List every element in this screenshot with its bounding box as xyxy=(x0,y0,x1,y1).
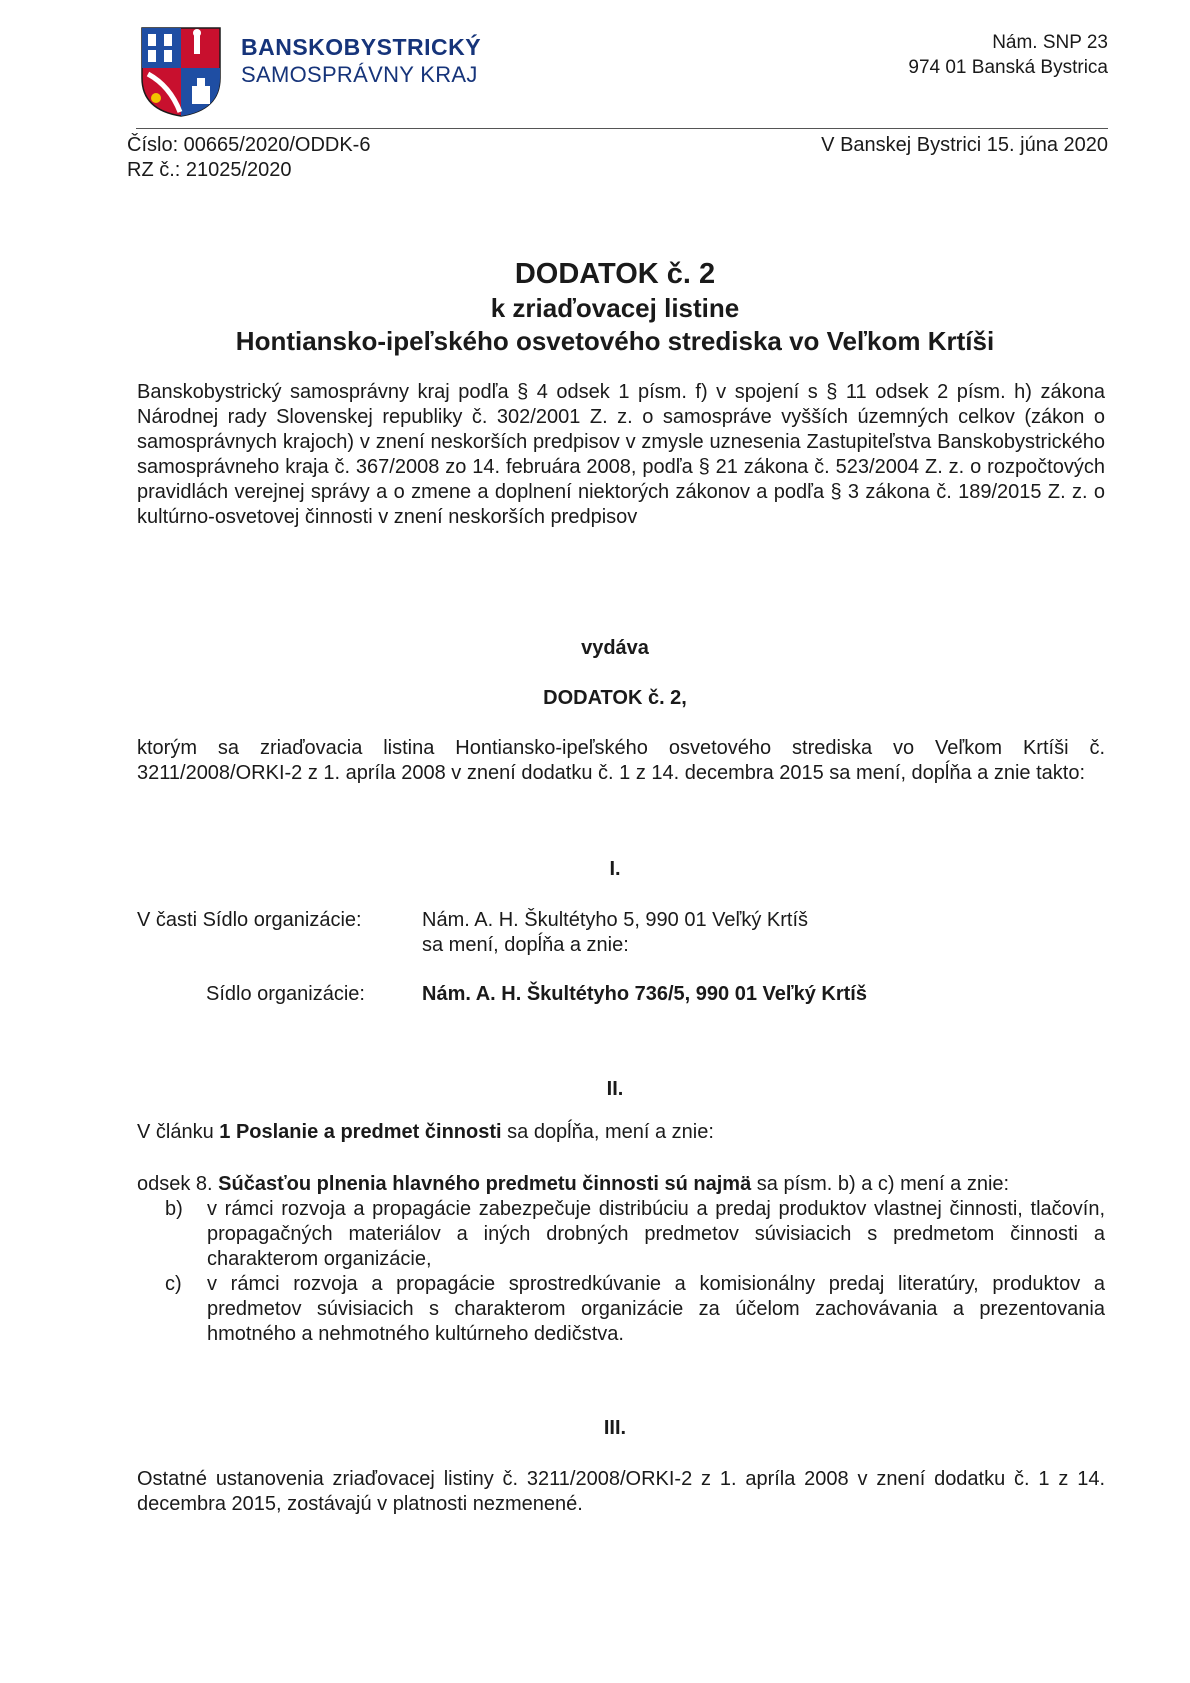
paragraph-intro-pre: odsek 8. xyxy=(137,1173,219,1195)
paragraph-intro-post: sa písm. b) a c) mení a znie: xyxy=(751,1173,1010,1195)
coat-of-arms-icon xyxy=(140,26,222,118)
amendment-heading: DODATOK č. 2, xyxy=(543,687,687,709)
document-subtitle: k zriaďovacej listine xyxy=(490,293,740,323)
list-item-text: v rámci rozvoja a propagácie sprostredkúvanie a komisionálny predaj literatúry, produktov a predmetov súvisiacich s charakterom organizácie za účelom zachovávania a prezentovania hmotného a nehmotného kultúrneho dedičstva. xyxy=(207,1273,1105,1345)
issues-heading: vydáva xyxy=(581,637,649,659)
seat-label-new: Sídlo organizácie: xyxy=(206,983,365,1005)
article-title: 1 Poslanie a predmet činnosti xyxy=(219,1121,502,1143)
org-address xyxy=(908,30,1108,80)
document-title: DODATOK č. 2 xyxy=(514,258,716,290)
paragraph-title: Súčasťou plnenia hlavného predmetu činnosti sú najmä xyxy=(218,1173,752,1195)
org-name-line1: BANSKOBYSTRICKÝ xyxy=(241,34,482,60)
section-heading-3: III. xyxy=(603,1417,627,1439)
list-item-text: v rámci rozvoja a propagácie zabezpečuje distribúciu a predaj produktov vlastnej činnosti, tlačovín, propagačných materiálov a iných drobných predmetov súvisiacich s predmetom činnosti a charakterom organizácie, xyxy=(207,1198,1105,1270)
document-subtitle-organization: Hontiansko-ipeľského osvetového strediska vo Veľkom Krtíši xyxy=(235,326,995,356)
amendment-paragraph: ktorým sa zriaďovacia listina Hontiansko-ipeľského osvetového strediska vo Veľkom Krtíši č. 3211/2008/ORKI-2 z 1. apríla 2008 v znení dodatku č. 1 z 14. decembra 2015 sa mení, dopĺňa a znie takto: xyxy=(137,737,1105,784)
seat-value-new: Nám. A. H. Škultétyho 736/5, 990 01 Veľký Krtíš xyxy=(422,983,867,1005)
intro-paragraph: Banskobystrický samosprávny kraj podľa § 4 odsek 1 písm. f) v spojení s § 11 odsek 2 písm. h) zákona Národnej rady Slovenskej republiky č. 302/2001 Z. z. o samospráve vyšších územných celkov (zákon o samosprávnych krajoch) v znení neskorších predpisov v zmysle uznesenia Zastupiteľstva Banskobystrického samosprávneho kraja č. 367/2008 zo 14. februára 2008, podľa § 21 zákona č. 523/2004 Z. z. o rozpočtových pravidlách verejnej správy a o zmene a doplnení niektorých zákonov a podľa § 3 zákona č. 189/2015 Z. z. o kultúrno-osvetovej činnosti v znení neskorších predpisov xyxy=(137,381,1105,528)
list-item xyxy=(165,1272,1105,1352)
article-intro-pre: V článku xyxy=(137,1121,220,1143)
seat-value-old-line1: Nám. A. H. Škultétyho 5, 990 01 Veľký Krtíš xyxy=(422,909,809,931)
section-heading-1: I. xyxy=(609,858,621,880)
reference-numbers xyxy=(127,133,370,183)
header-divider xyxy=(136,128,1108,129)
list-item-marker: c) xyxy=(165,1273,182,1295)
list-item-marker: b) xyxy=(165,1198,183,1220)
org-name-line2: SAMOSPRÁVNY KRAJ xyxy=(241,62,478,87)
section-heading-2: II. xyxy=(606,1078,624,1100)
closing-paragraph: Ostatné ustanovenia zriaďovacej listiny č. 3211/2008/ORKI-2 z 1. apríla 2008 v znení dodatku č. 1 z 14. decembra 2015, zostávajú v platnosti nezmenené. xyxy=(137,1468,1105,1515)
seat-value-old xyxy=(422,908,808,958)
document-date: V Banskej Bystrici 15. júna 2020 xyxy=(821,134,1108,156)
paragraph-intro xyxy=(137,1172,1009,1197)
seat-label-old: V časti Sídlo organizácie: xyxy=(137,909,362,931)
organization-name xyxy=(241,34,481,88)
address-line1: Nám. SNP 23 xyxy=(992,32,1108,53)
article-intro xyxy=(137,1120,714,1145)
seat-value-old-line2: sa mení, dopĺňa a znie: xyxy=(422,934,629,956)
document-number: Číslo: 00665/2020/ODDK-6 xyxy=(127,134,371,156)
registry-number: RZ č.: 21025/2020 xyxy=(127,159,292,181)
address-line2: 974 01 Banská Bystrica xyxy=(908,57,1108,78)
list-item xyxy=(165,1197,1105,1277)
article-intro-post: sa dopĺňa, mení a znie: xyxy=(501,1121,714,1143)
